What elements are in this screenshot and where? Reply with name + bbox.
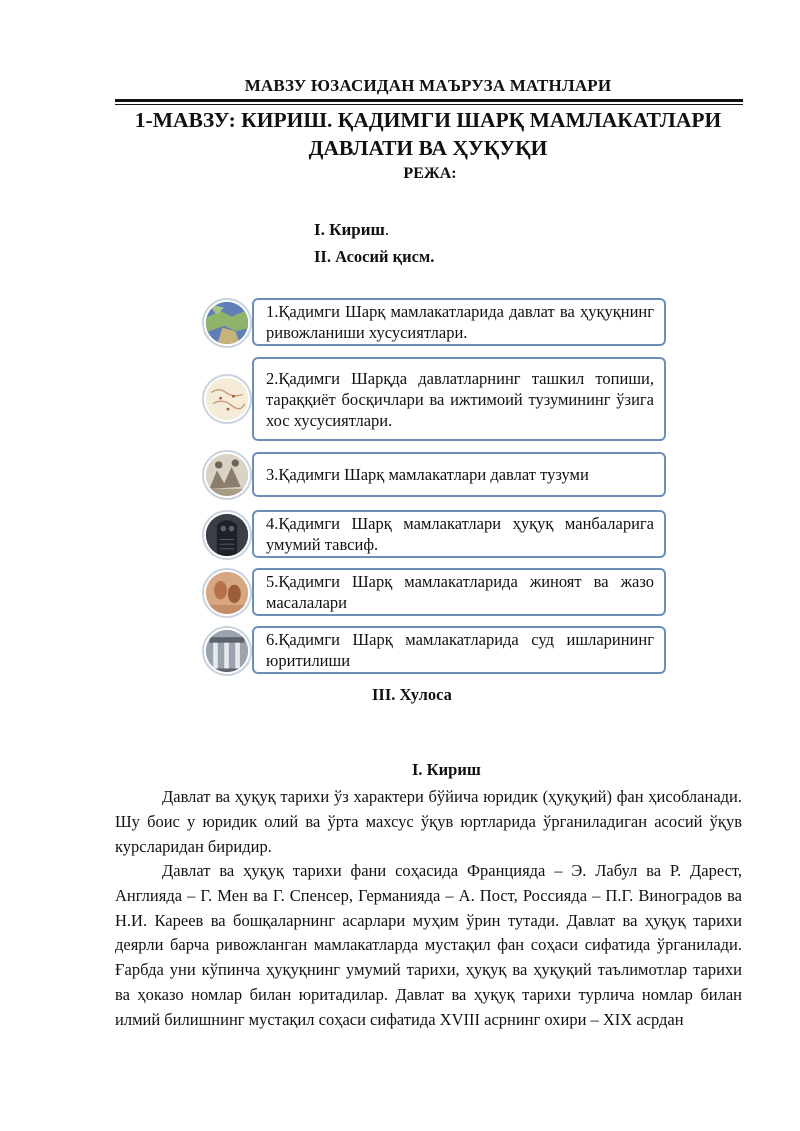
- section-title: I. Кириш: [412, 760, 481, 779]
- relief-icon: [202, 450, 252, 500]
- map-icon: [202, 298, 252, 348]
- body-paragraph: Давлат ва ҳуқуқ тарихи ўз характери бўйича юридик (ҳуқуқий) фан ҳисобланади. Шу боис у юридик олий ва ўрта махсус ўқув юртларида ўрганиладиган асосий ўқув курсларидан биридир.: [115, 787, 742, 856]
- court-icon: [202, 626, 252, 676]
- outline-item-conclusion: III. Хулоса: [372, 685, 452, 704]
- plan-item-text: 1.Қадимги Шарқ мамлакатларида давлат ва ҳуқуқнинг ривожланиши хусусиятлари.: [266, 302, 654, 342]
- plan-item-text: 3.Қадимги Шарқ мамлакатлари давлат тузуми: [266, 465, 589, 484]
- ancient-map-icon: [202, 374, 252, 424]
- outline-item-main-part: II. Асосий қисм.: [314, 247, 435, 266]
- plan-item-box: [252, 626, 666, 674]
- stele-icon: [202, 510, 252, 560]
- outline-item-introduction-suffix: .: [384, 220, 390, 239]
- plan-item-text: 5.Қадимги Шарқ мамлакатларида жиноят ва жазо масалалари: [266, 572, 654, 612]
- plan-item: [200, 298, 670, 346]
- plan-item-box: [252, 298, 666, 346]
- plan-item-box: [252, 568, 666, 616]
- outline-item-introduction: [314, 220, 389, 240]
- plan-item-box: [252, 510, 666, 558]
- outline-item-introduction-text: Кириш: [329, 220, 385, 239]
- outline-item-introduction-number: I.: [314, 220, 330, 239]
- plan-item: [200, 510, 670, 558]
- lecture-title-line2: ДАВЛАТИ ВА ҲУҚУҚИ: [308, 136, 548, 160]
- plan-item-box: [252, 357, 666, 441]
- header-rule-thin: [115, 104, 743, 105]
- lecture-title: [100, 106, 756, 162]
- plan-item: [200, 452, 670, 497]
- body-paragraph: Давлат ва ҳуқуқ тарихи фани соҳасида Францияда – Э. Лабул ва Р. Дарест, Англияда – Г. Мен ва Г. Спенсер, Германияда – А. Пост, Россияда – П.Г. Виноградов ва Н.И. Кареев ва бошқаларнинг асарлари муҳим ўрин тутади. Давлат ва ҳуқуқ тарихи деярли барча ривожланган мамлакатларда мустақил фан соҳаси сифатида ўрганилади. Ғарбда уни кўпинча ҳуқуқнинг умумий тарихи, ҳуқуқ ва ҳуқуқий таълимотлар тарихи ва ҳоказо номлар билан юритадилар. Давлат ва ҳуқуқ тарихи турлича номлар билан илмий билишнинг мустақил соҳаси сифатида XVIII асрнинг охири – XIX асрдан: [115, 861, 742, 1029]
- plan-item-text: 2.Қадимги Шарқда давлатларнинг ташкил топиши, тараққиёт босқичлари ва ижтимоий тузумининг ўзига хос хусусиятлари.: [266, 368, 654, 430]
- header-rule-thick: [115, 99, 743, 102]
- plan-item-box: [252, 452, 666, 497]
- plan-label: РЕЖА:: [403, 165, 457, 182]
- plan-item: [200, 357, 670, 441]
- fresco-icon: [202, 568, 252, 618]
- plan-item: [200, 568, 670, 616]
- plan-item: [200, 626, 670, 674]
- plan-item-text: 6.Қадимги Шарқ мамлакатларида суд ишларининг юритилиши: [266, 630, 654, 670]
- lecture-title-line1: 1-МАВЗУ: КИРИШ. ҚАДИМГИ ШАРҚ МАМЛАКАТЛАРИ: [134, 108, 722, 132]
- page-header: МАВЗУ ЮЗАСИДАН МАЪРУЗА МАТНЛАРИ: [244, 76, 612, 95]
- plan-item-text: 4.Қадимги Шарқ мамлакатлари ҳуқуқ манбаларига умумий тавсиф.: [266, 514, 654, 554]
